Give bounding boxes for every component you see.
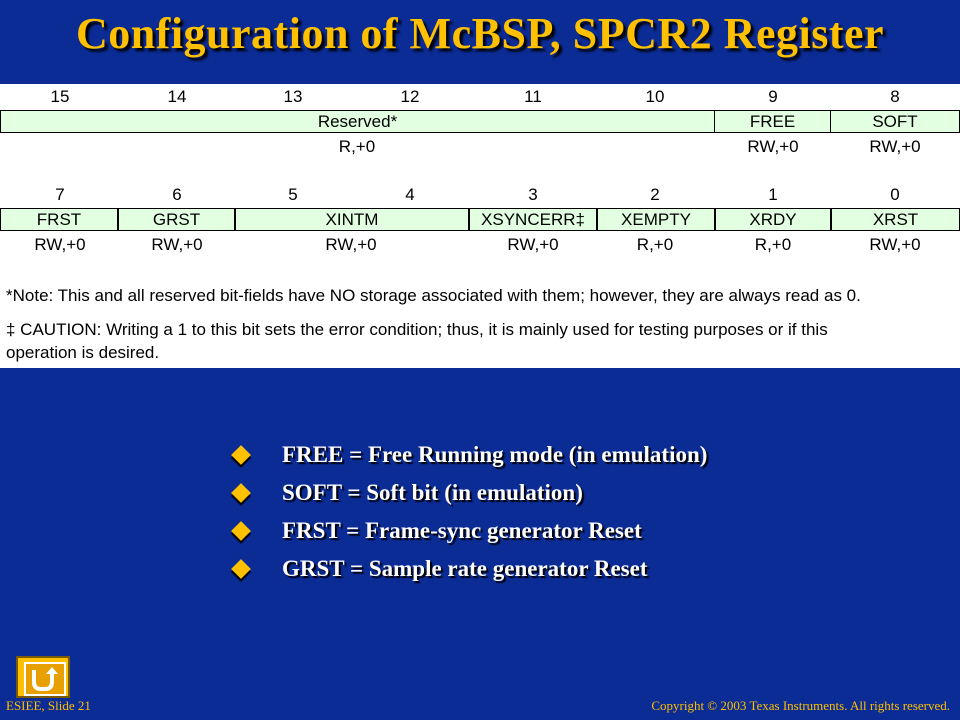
bit-number: 0 — [890, 185, 900, 204]
return-button-face — [24, 662, 66, 696]
bit-number: 11 — [524, 87, 542, 106]
bit-number: 2 — [650, 185, 660, 204]
access-label: RW,+0 — [34, 235, 86, 254]
diamond-bullet-icon — [231, 559, 251, 579]
bit-number: 4 — [405, 185, 415, 204]
upper-access-row — [0, 136, 960, 158]
field-xintm: XINTM — [235, 208, 469, 231]
upper-field-row — [0, 110, 960, 133]
u-turn-arrow-icon — [26, 664, 64, 694]
caution-note-line2: operation is desired. — [6, 343, 160, 362]
bit-number: 13 — [283, 87, 303, 106]
bullet-text: SOFT = Soft bit (in emulation) — [282, 480, 583, 505]
bullet-text: FRST = Frame-sync generator Reset — [282, 518, 642, 543]
bit-number: 5 — [288, 185, 298, 204]
bit-number: 1 — [768, 185, 778, 204]
lower-field-row — [0, 208, 960, 231]
bullet-item — [234, 478, 914, 516]
lower-access-row — [0, 234, 960, 256]
field-grst: GRST — [118, 208, 235, 231]
bullet-list — [234, 440, 914, 592]
bit-number: 3 — [528, 185, 538, 204]
field-frst: FRST — [0, 208, 118, 231]
bit-number: 7 — [55, 185, 65, 204]
field-xrst: XRST — [831, 208, 960, 231]
slide-number: ESIEE, Slide 21 — [6, 698, 91, 713]
access-label: RW,+0 — [869, 235, 921, 254]
return-arrow-icon[interactable] — [16, 656, 70, 698]
caution-note-line1: ‡ CAUTION: Writing a 1 to this bit sets the error condition; thus, it is mainly used for testing purposes or if this — [6, 320, 828, 339]
upper-bit-numbers — [0, 86, 960, 108]
access-label: RW,+0 — [869, 137, 921, 156]
field-free: FREE — [714, 110, 831, 133]
bit-number: 12 — [400, 87, 420, 106]
access-label: R,+0 — [754, 235, 792, 254]
field-soft: SOFT — [830, 110, 960, 133]
diamond-bullet-icon — [231, 445, 251, 465]
diamond-bullet-icon — [231, 483, 251, 503]
bit-number: 6 — [172, 185, 182, 204]
access-label: RW,+0 — [151, 235, 203, 254]
lower-bit-numbers — [0, 184, 960, 206]
field-reserved: Reserved* — [0, 110, 715, 133]
bullet-text: GRST = Sample rate generator Reset — [282, 556, 648, 581]
field-xempty: XEMPTY — [597, 208, 715, 231]
bit-number: 9 — [768, 87, 778, 106]
field-xrdy: XRDY — [715, 208, 831, 231]
bit-number: 14 — [167, 87, 187, 106]
bit-number: 15 — [50, 87, 70, 106]
copyright: Copyright © 2003 Texas Instruments. All rights reserved. — [651, 698, 950, 713]
bullet-text: FREE = Free Running mode (in emulation) — [282, 442, 708, 467]
bullet-item — [234, 516, 914, 554]
access-label: R,+0 — [338, 137, 376, 156]
bit-number: 8 — [890, 87, 900, 106]
access-label: RW,+0 — [747, 137, 799, 156]
bullet-item — [234, 554, 914, 592]
access-label: RW,+0 — [507, 235, 559, 254]
bit-number: 10 — [645, 87, 665, 106]
diamond-bullet-icon — [231, 521, 251, 541]
slide-title: Configuration of McBSP, SPCR2 Register — [75, 9, 885, 58]
field-xsyncerr: XSYNCERR‡ — [469, 208, 597, 231]
access-label: R,+0 — [636, 235, 674, 254]
register-diagram — [0, 84, 960, 368]
access-label: RW,+0 — [325, 235, 377, 254]
bullet-item — [234, 440, 914, 478]
reserved-note: *Note: This and all reserved bit-fields have NO storage associated with them; however, they are always read as 0. — [6, 286, 861, 305]
